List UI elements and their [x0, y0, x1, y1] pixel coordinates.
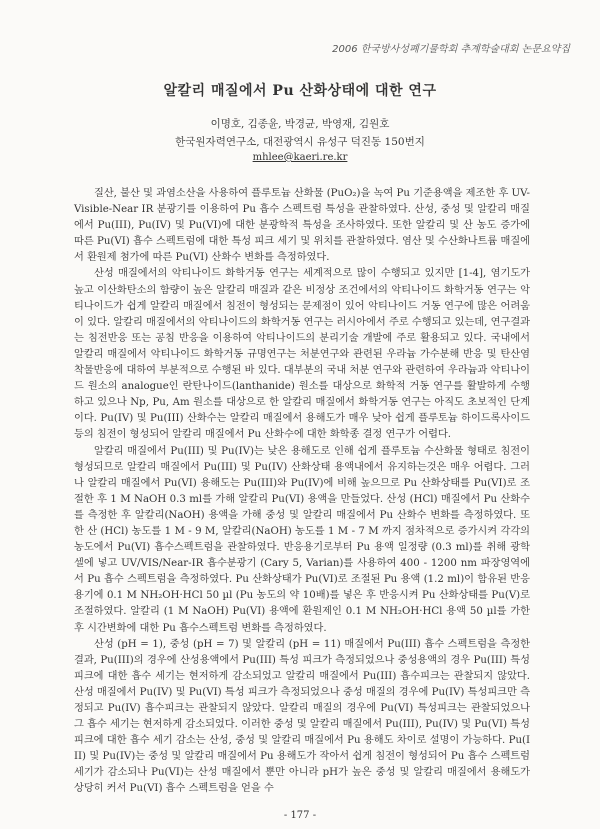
page-number: - 177 - — [283, 810, 317, 821]
running-header: 2006 한국방사성폐기물학회 추계학술대회 논문요약집 — [332, 44, 570, 55]
paragraph: 산성 (pH = 1), 중성 (pH = 7) 및 알칼리 (pH = 11) 매질에서 Pu(III) 흡수 스펙트럼을 측정한 결과, Pu(III)의 경우에 산성용액에서 Pu(III) 특성 피크가 측정되었으나 중성용액의 경우 Pu(III) 특성피크에 대한 흡수 세기는 현저하게 감소되었고 알칼리 매질에서 Pu(III) 흡수피크는 관찰되지 않았다. 산성 매질에서 Pu(IV) 및 Pu(VI) 특성 피크가 측정되었으나 중성 매질의 경우에 Pu(IV) 특성피크만 측정되고 Pu(IV) 흡수피크는 관찰되지 않았다. 알칼리 매질의 경우에 Pu(VI) 특성피크는 관찰되었으나 그 흡수 세기는 현저하게 감소되었다. 이러한 중성 및 알칼리 매질에서 Pu(III), Pu(IV) 및 Pu(VI) 특성피크에 대한 흡수 세기 감소는 산성, 중성 및 알칼리 매질에서 Pu 용해도 차이로 설명이 가능하다. Pu(III) 및 Pu(IV)는 중성 및 알칼리 매질에서 Pu 용해도가 작아서 쉽게 침전이 형성되어 Pu 흡수 스펙트럼 세기가 감소되나 Pu(VI)는 산성 매질에서 뿐만 아니라 pH가 높은 중성 및 알칼리 매질에서 용해도가 상당히 커서 Pu(VI) 흡수 스펙트럼을 얻을 수 — [74, 638, 530, 795]
affiliation: 한국원자력연구소, 대전광역시 유성구 덕진동 150번지 — [175, 136, 425, 148]
paragraph: 질산, 불산 및 과염소산을 사용하여 플루토늄 산화물 (PuO₂)을 녹여 Pu 기준용액을 제조한 후 UV-Visible-Near IR 분광기를 이용하여 Pu 흡수 스펙트럼 특성을 관찰하였다. 산성, 중성 및 알칼리 매질에서 Pu(III), Pu(IV) 및 Pu(VI)에 대한 분광학적 특성을 조사하였다. 또한 알칼리 및 산 농도 증가에 따른 Pu(VI) 흡수 스펙트럼에 대한 특성 피크 세기 및 위치를 관찰하였다. 염산 및 수산화나트륨 매질에서 환원제 첨가에 따른 Pu(VI) 산화수 변화를 측정하였다. — [74, 188, 530, 264]
paper-title: 알칼리 매질에서 Pu 산화상태에 대한 연구 — [163, 83, 437, 99]
authors: 이명호, 김종윤, 박경균, 박영재, 김원호 — [210, 118, 390, 130]
paragraph: 산성 매질에서의 악티나이드 화학거동 연구는 세계적으로 많이 수행되고 있지만 [1-4], 염기도가 높고 이산화탄소의 함량이 높은 알칼리 매질과 같은 비정상 조건에서의 악티나이드 화학거동 연구는 악티나이드가 쉽게 알칼리 매질에서 침전이 형성되는 문제점이 있어 악티나이드 거동 연구에 많은 어려움이 있다. 알칼리 매질에서의 악티나이드의 화학거동 연구는 러시아에서 주로 수행되고 있는데, 연구결과는 침전반응 또는 공침 반응을 이용하여 악티나이드의 분리기술 개발에 주로 활용되고 있다. 국내에서 알칼리 매질에서 악티나이드 화학거동 규명연구는 처분연구와 관련된 우라늄 가수분해 반응 및 탄산염 착물반응에 대하여 부분적으로 수행된 바 있다. 대부분의 국내 처분 연구와 관련하여 우라늄과 악티나이드 원소의 analogue인 란탄나이드(lanthanide) 원소를 대상으로 화학적 거동 연구를 활발하게 수행하고 있으나 Np, Pu, Am 원소를 대상으로 한 알칼리 매질에서 화학거동 연구는 아직도 초보적인 단계이다. Pu(IV) 및 Pu(III) 산화수는 알칼리 매질에서 용해도가 매우 낮아 쉽게 플루토늄 하이드록사이드등의 침전이 형성되어 알칼리 매질에서 Pu 산화수에 대한 화학종 결정 연구가 어렵다. — [74, 268, 530, 441]
body-text — [74, 186, 530, 798]
email-link[interactable]: mhlee@kaeri.re.kr — [252, 152, 348, 163]
paragraph: 알칼리 매질에서 Pu(III) 및 Pu(IV)는 낮은 용해도로 인해 쉽게 플루토늄 수산화물 형태로 침전이 형성되므로 알칼리 매질에서 Pu(III) 및 Pu(IV) 산화상태 용액내에서 유지하는것은 매우 어렵다. 그러나 알칼리 매질에서 Pu(VI) 용해도는 Pu(III)와 Pu(IV)에 비해 높으므로 Pu 산화상태를 Pu(VI)로 조절한 후 1 M NaOH 0.3 ml를 가해 알칼리 Pu(VI) 용액을 만들었다. 산성 (HCl) 매질에서 Pu 산화수를 측정한 후 알칼리(NaOH) 용액을 가해 중성 및 알칼리 매질에서 Pu 산화수 변화를 측정하였다. 또한 산 (HCl) 농도를 1 M - 9 M, 알칼리(NaOH) 농도를 1 M - 7 M 까지 점차적으로 증가시켜 각각의 농도에서 Pu(VI) 흡수스펙트럼을 관찰하였다. 반응용기로부터 Pu 용액 일정량 (0.3 ml)를 취해 광학셀에 넣고 UV/VIS/Near-IR 흡수분광기 (Cary 5, Varian)를 사용하여 400 - 1200 nm 파장영역에서 Pu 흡수 스펙트럼을 측정하였다. Pu 산화상태가 Pu(VI)로 조절된 Pu 용액 (1.2 ml)이 함유된 반응용기에 0.1 M NH₂OH·HCl 50 µl (Pu 농도의 약 10배)를 넣은 후 반응시켜 Pu 산화상태를 Pu(V)로 조절하였다. 알칼리 (1 M NaOH) Pu(VI) 용액에 환원제인 0.1 M NH₂OH·HCl 용액 50 µl를 가한 후 시간변화에 대한 Pu 흡수스펙트럼 변화를 측정하였다. — [74, 445, 530, 634]
